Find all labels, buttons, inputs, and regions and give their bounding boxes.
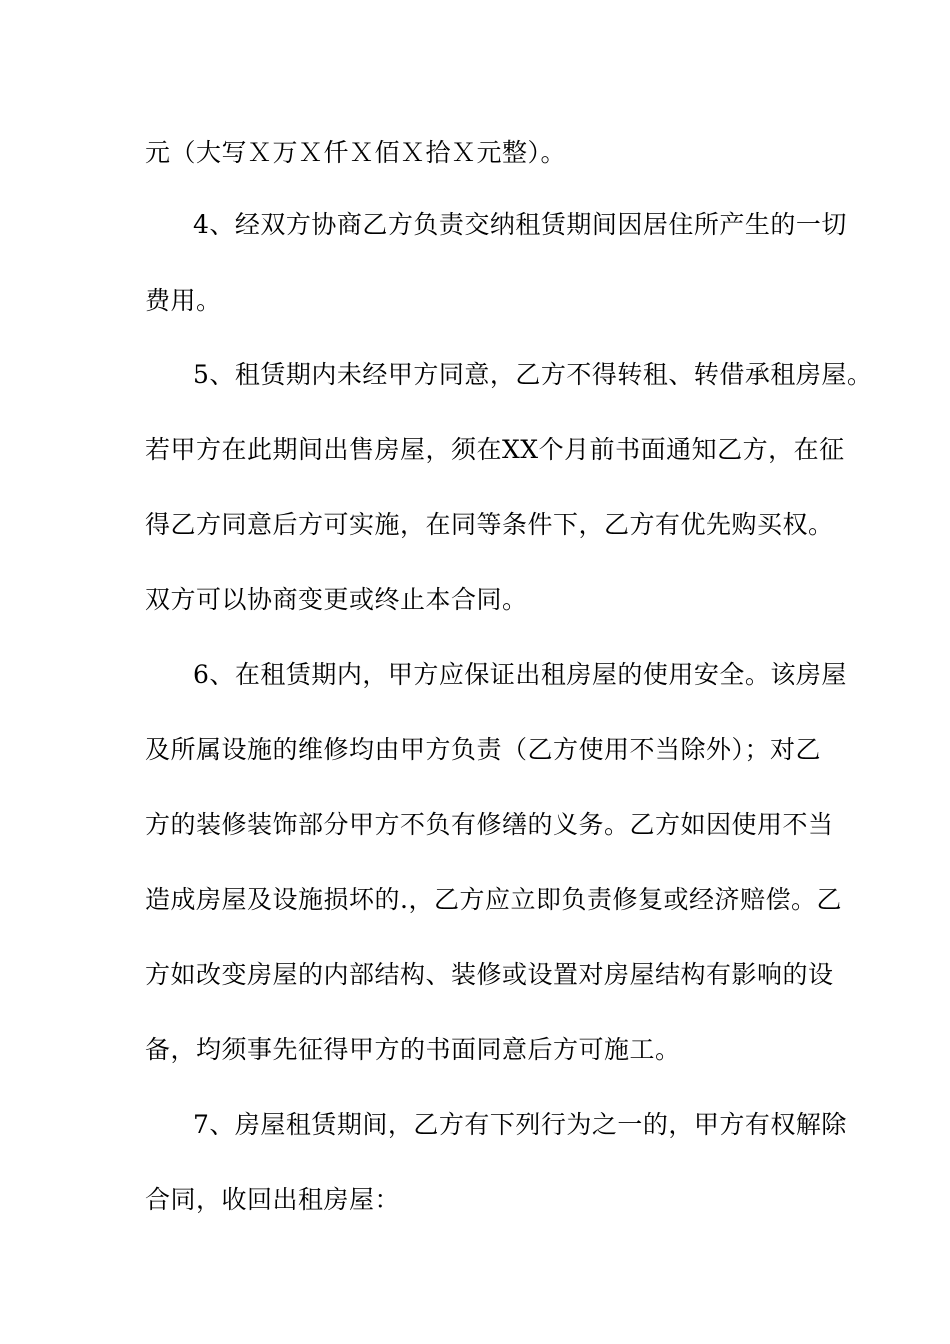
clause-6-line-5: 方如改变房屋的内部结构、装修或设置对房屋结构有影响的设 <box>145 960 834 989</box>
clause-6-line-6: 备，均须事先征得甲方的书面同意后方可施工。 <box>145 1035 681 1064</box>
clause-5-line-1: 5、租赁期内未经甲方同意，乙方不得转租、转借承租房屋。 <box>193 360 873 389</box>
clause-6-line-4: 造成房屋及设施损坏的.，乙方应立即负责修复或经济赔偿。乙 <box>145 885 842 914</box>
clause-5-line-2: 若甲方在此期间出售房屋，须在XX个月前书面通知乙方，在征 <box>145 435 845 464</box>
text-line: 元（大写Ｘ万Ｘ仟Ｘ佰Ｘ拾Ｘ元整）。 <box>145 138 567 167</box>
clause-4-line-1: 4、经双方协商乙方负责交纳租赁期间因居住所产生的一切 <box>193 210 847 239</box>
clause-6-line-1: 6、在租赁期内，甲方应保证出租房屋的使用安全。该房屋 <box>193 660 847 689</box>
clause-6-line-2: 及所属设施的维修均由甲方负责（乙方使用不当除外）；对乙 <box>145 735 822 764</box>
clause-7-line-1: 7、房屋租赁期间，乙方有下列行为之一的，甲方有权解除 <box>193 1110 847 1139</box>
clause-7-line-2: 合同，收回出租房屋： <box>145 1185 401 1214</box>
clause-5-line-4: 双方可以协商变更或终止本合同。 <box>145 585 528 614</box>
clause-4-line-2: 费用。 <box>145 286 222 315</box>
clause-5-line-3: 得乙方同意后方可实施，在同等条件下，乙方有优先购买权。 <box>145 510 834 539</box>
clause-6-line-3: 方的装修装饰部分甲方不负有修缮的义务。乙方如因使用不当 <box>145 810 834 839</box>
